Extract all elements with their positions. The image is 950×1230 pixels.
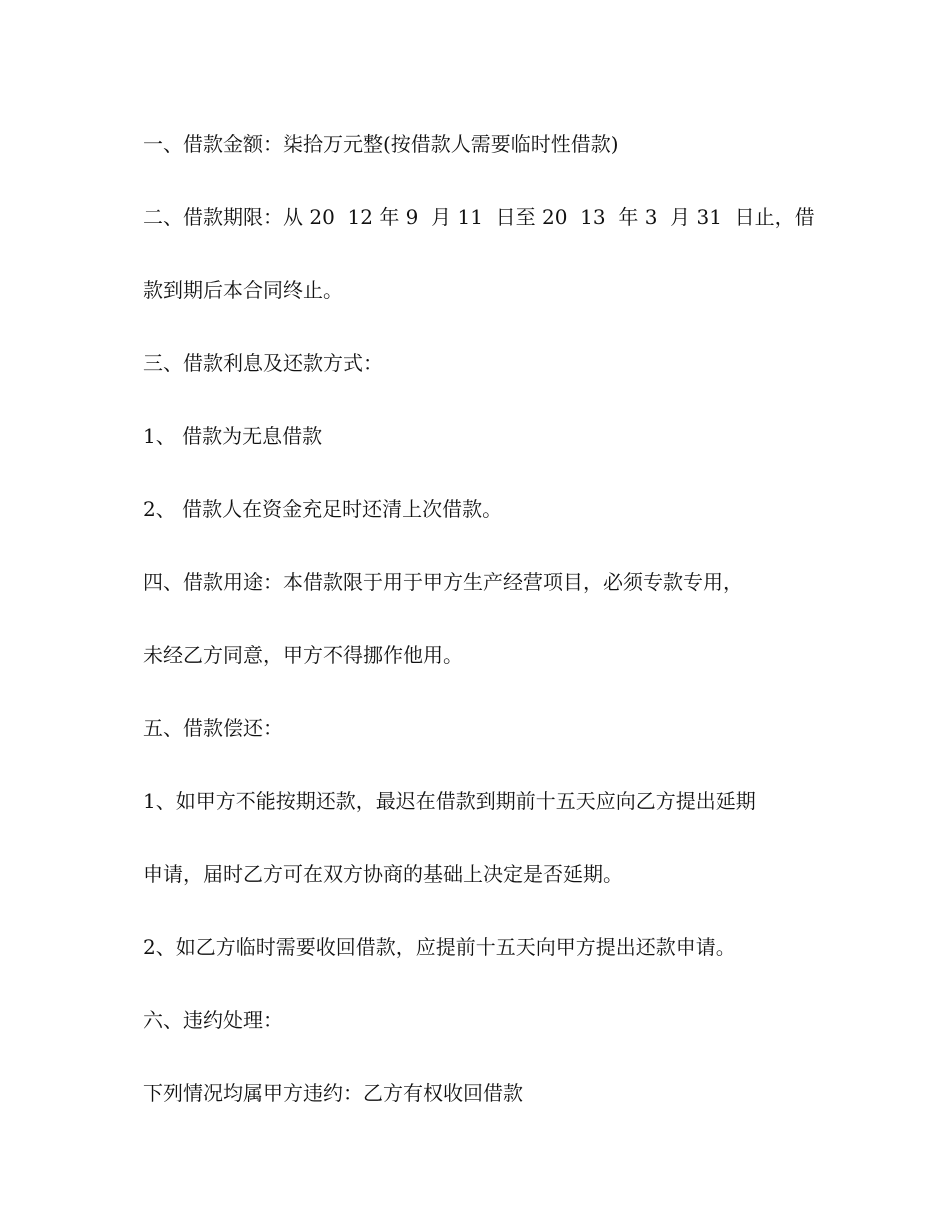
clause-3-heading: 三、借款利息及还款方式：: [143, 351, 383, 375]
clause-4-loan-purpose: 四、借款用途：本借款限于用于甲方生产经营项目，必须专款专用，: [143, 570, 743, 594]
clause-6-text: 下列情况均属甲方违约：乙方有权收回借款: [143, 1081, 523, 1105]
clause-3-item-2: 2、 借款人在资金充足时还清上次借款。: [143, 497, 503, 521]
clause-5-heading: 五、借款偿还：: [143, 716, 283, 740]
clause-2-loan-term: 二、借款期限：从 20 12 年 9 月 11 日至 20 13 年 3 月 31 日止，借: [143, 205, 815, 229]
clause-3-item-1: 1、 借款为无息借款: [143, 424, 323, 448]
clause-1-loan-amount: 一、借款金额：柒拾万元整(按借款人需要临时性借款): [143, 132, 619, 156]
clause-5-item-1: 1、如甲方不能按期还款，最迟在借款到期前十五天应向乙方提出延期: [143, 789, 756, 813]
clause-4-loan-purpose-continued: 未经乙方同意，甲方不得挪作他用。: [143, 643, 463, 667]
clause-6-heading: 六、违约处理：: [143, 1008, 283, 1032]
clause-5-item-2: 2、如乙方临时需要收回借款，应提前十五天向甲方提出还款申请。: [143, 935, 736, 959]
clause-5-item-1-continued: 申请，届时乙方可在双方协商的基础上决定是否延期。: [143, 862, 623, 886]
clause-2-loan-term-continued: 款到期后本合同终止。: [143, 278, 343, 302]
